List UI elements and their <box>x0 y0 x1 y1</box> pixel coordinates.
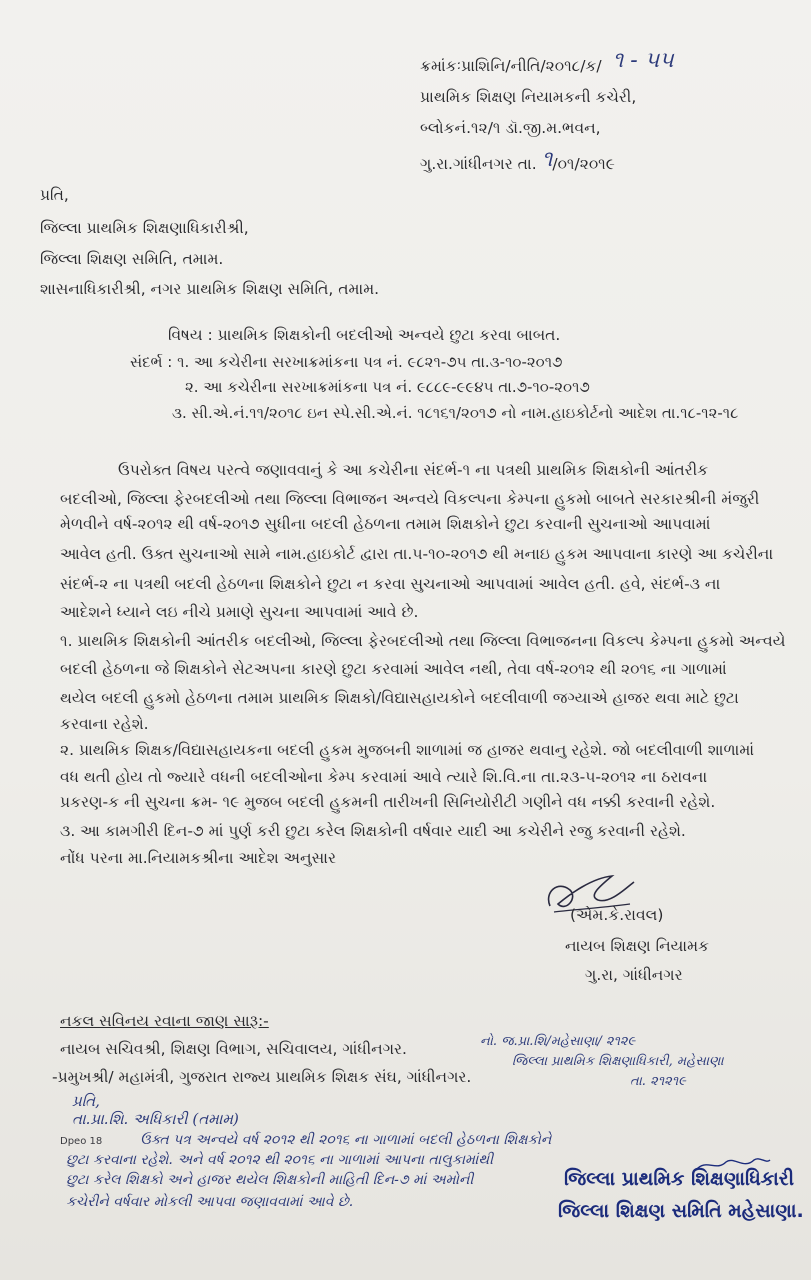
reference-handwritten: ૧ - ૫૫ <box>612 48 674 73</box>
date-handwritten: ૧ <box>541 147 553 172</box>
body-line: આવેલ હતી. ઉક્ત સુચનાઓ સામે નામ.હાઇકોર્ટ દ્વારા તા.૫-૧૦-૨૦૧૭ થી મનાઇ હુકમ આપવાના કારણે આ કચેરીના <box>60 545 774 563</box>
reference-number <box>420 48 674 78</box>
date-suffix: /૦૧/૨૦૧૯ <box>552 155 615 173</box>
body-line: સંદર્ભ-૨ ના પત્રથી બદલી હેઠળના શિક્ષકોને છુટા ન કરવા સુચનાઓ આપવામાં આવેલ હતી. હવે, સંદર્ભ-૩ ના <box>60 575 721 593</box>
margin-tag: Dpeo 18 <box>60 1136 103 1147</box>
recipient-3: શાસનાધિકારીશ્રી, નગર પ્રાથમિક શિક્ષણ સમિતિ, તમામ. <box>40 280 380 298</box>
instruction-3: ૩. આ કામગીરી દિન-૭ માં પુર્ણ કરી છુટા કરેલ શિક્ષકોની વર્ષવાર યાદી આ કચેરીને રજુ કરવાની રહેશે. <box>60 822 686 840</box>
signatory-name: (એમ.કે.રાવલ) <box>570 906 664 924</box>
instruction-1-cont: કરવાના રહેશે. <box>60 715 149 733</box>
inward-office: જિલ્લા પ્રાથમિક શિક્ષણાધિકારી, મહેસાણા <box>512 1054 724 1069</box>
stamp-line-2: જિલ્લા શિક્ષણ સમિતિ મહેસાણા. <box>558 1200 804 1222</box>
reference-prefix: ક્રમાંકઃપ્રાશિનિ/નીતિ/૨૦૧૮/ક/ <box>420 57 602 75</box>
copy-heading: નકલ સવિનય રવાના જાણ સારૂ:- <box>60 1012 269 1030</box>
handwritten-prati: પ્રતિ, <box>72 1092 100 1110</box>
city-prefix: ગુ.રા.ગાંધીનગર તા. <box>420 155 537 173</box>
office-city-date <box>420 147 615 176</box>
reference-1: સંદર્ભ : ૧. આ કચેરીના સરખાક્રમાંકના પત્ર નં. ૯૮૨૧-૭૫ તા.૩-૧૦-૨૦૧૭ <box>130 353 563 371</box>
copy-recipient-1: નાયબ સચિવશ્રી, શિક્ષણ વિભાગ, સચિવાલય, ગાંધીનગર. <box>60 1040 407 1058</box>
instruction-1-cont: થયેલ બદલી હુકમો હેઠળના તમામ પ્રાથમિક શિક્ષકો/વિદ્યાસહાયકોને બદલીવાળી જગ્યાએ હાજર થવા માટે છુટા <box>60 689 739 707</box>
office-address: બ્લોકનં.૧૨/૧ ડૉ.જી.મ.ભવન, <box>420 119 601 137</box>
body-line: બદલીઓ, જિલ્લા ફેરબદલીઓ તથા જિલ્લા વિભાજન અન્વયે વિકલ્પના કેમ્પના હુકમો બાબતે સરકારશ્રીની મંજુરી <box>60 490 760 508</box>
handwritten-line: ઉક્ત પત્ર અન્વયે વર્ષ ૨૦૧૨ થી ૨૦૧૬ ના ગાળામાં બદલી હેઠળના શિક્ષકોને <box>140 1132 552 1148</box>
stamp-line-1: જિલ્લા પ્રાથમિક શિક્ષણાધિકારી <box>564 1168 795 1190</box>
subject-line: વિષય : પ્રાથમિક શિક્ષકોની બદલીઓ અન્વયે છુટા કરવા બાબત. <box>168 326 561 344</box>
inward-date: તા. ૨૧૨૧૯ <box>630 1074 686 1089</box>
office-stamp <box>552 1168 807 1276</box>
office-name: પ્રાથમિક શિક્ષણ નિયામકની કચેરી, <box>420 88 637 106</box>
body-line: ઉપરોક્ત વિષય પરત્વે જણાવવાનું કે આ કચેરીના સંદર્ભ-૧ ના પત્રથી પ્રાથમિક શિક્ષકોની આંતરીક <box>118 461 709 479</box>
inward-number: નો. જ.પ્રા.શિ/મહેસાણા/ ૨૧૨૯ <box>480 1034 636 1049</box>
instruction-1-cont: બદલી હેઠળના જે શિક્ષકોને સેટઅપના કારણે છુટા કરવામાં આવેલ નથી, તેવા વર્ષ-૨૦૧૨ થી ૨૦૧૬ ના ગાળામાં <box>60 660 727 678</box>
body-line: મેળવીને વર્ષ-૨૦૧૨ થી વર્ષ-૨૦૧૭ સુધીના બદલી હેઠળના તમામ શિક્ષકોને છુટા કરવાની સુચનાઓ આપવામાં <box>60 515 711 533</box>
order-note: નોંધ પરના મા.નિયામકશ્રીના આદેશ અનુસાર <box>60 849 336 867</box>
stamp-signature <box>692 1154 772 1176</box>
recipient-1: જિલ્લા પ્રાથમિક શિક્ષણાધિકારીશ્રી, <box>40 219 249 237</box>
reference-2: ૨. આ કચેરીના સરખાક્રમાંકના પત્ર નં. ૯૮૮૯-૯૯૪૫ તા.૭-૧૦-૨૦૧૭ <box>185 378 590 396</box>
instruction-2: ૨. પ્રાથમિક શિક્ષક/વિદ્યાસહાયકના બદલી હુકમ મુજબની શાળામાં જ હાજર થવાનુ રહેશે. જો બદલીવાળી શાળામાં <box>60 741 755 759</box>
handwritten-line: છુટા કરેલ શિક્ષકો અને હાજર થયેલ શિક્ષકોની માહિતી દિન-૭ માં અમોની <box>66 1172 474 1188</box>
instruction-2-cont: પ્રકરણ-ક ની સુચના ક્રમ- ૧૯ મુજબ બદલી હુકમની તારીખની સિનિયોરીટી ગણીને વધ નક્કી કરવાની રહેશે. <box>60 793 716 811</box>
body-line: આદેશને ધ્યાને લઇ નીચે પ્રમાણે સુચના આપવામાં આવે છે. <box>60 603 419 621</box>
recipients-prati: પ્રતિ, <box>40 186 69 204</box>
reference-3: ૩. સી.એ.નં.૧૧/૨૦૧૮ ઇન સ્પે.સી.એ.નં. ૧૮૧૬૧/૨૦૧૭ નો નામ.હાઇકોર્ટનો આદેશ તા.૧૮-૧૨-૧૮ <box>172 404 739 422</box>
handwritten-line: કચેરીને વર્ષવાર મોકલી આપવા જણાવવામાં આવે છે. <box>66 1194 354 1210</box>
signatory-place: ગુ.રા, ગાંધીનગર <box>585 966 683 984</box>
signatory-designation: નાયબ શિક્ષણ નિયામક <box>565 937 709 955</box>
handwritten-line: છુટા કરવાના રહેશે. અને વર્ષ ૨૦૧૨ થી ૨૦૧૬ ના ગાળામાં આપના તાલુકામાંથી <box>66 1152 494 1168</box>
recipient-2: જિલ્લા શિક્ષણ સમિતિ, તમામ. <box>40 250 224 268</box>
instruction-1: ૧. પ્રાથમિક શિક્ષકોની આંતરીક બદલીઓ, જિલ્લા ફેરબદલીઓ તથા જિલ્લા વિભાજનના વિકલ્પ કેમ્પના હુકમો અન્વયે <box>60 632 786 650</box>
handwritten-recipient: તા.પ્રા.શિ. અધિકારી (તમામ) <box>72 1110 239 1128</box>
instruction-2-cont: વધ થતી હોય તો જ્યારે વધની બદલીઓના કેમ્પ કરવામાં આવે ત્યારે શિ.વિ.ના તા.૨૩-૫-૨૦૧૨ ના ઠરાવના <box>60 768 708 786</box>
copy-recipient-2: -પ્રમુખશ્રી/ મહામંત્રી, ગુજરાત રાજ્ય પ્રાથમિક શિક્ષક સંઘ, ગાંધીનગર. <box>52 1068 472 1086</box>
